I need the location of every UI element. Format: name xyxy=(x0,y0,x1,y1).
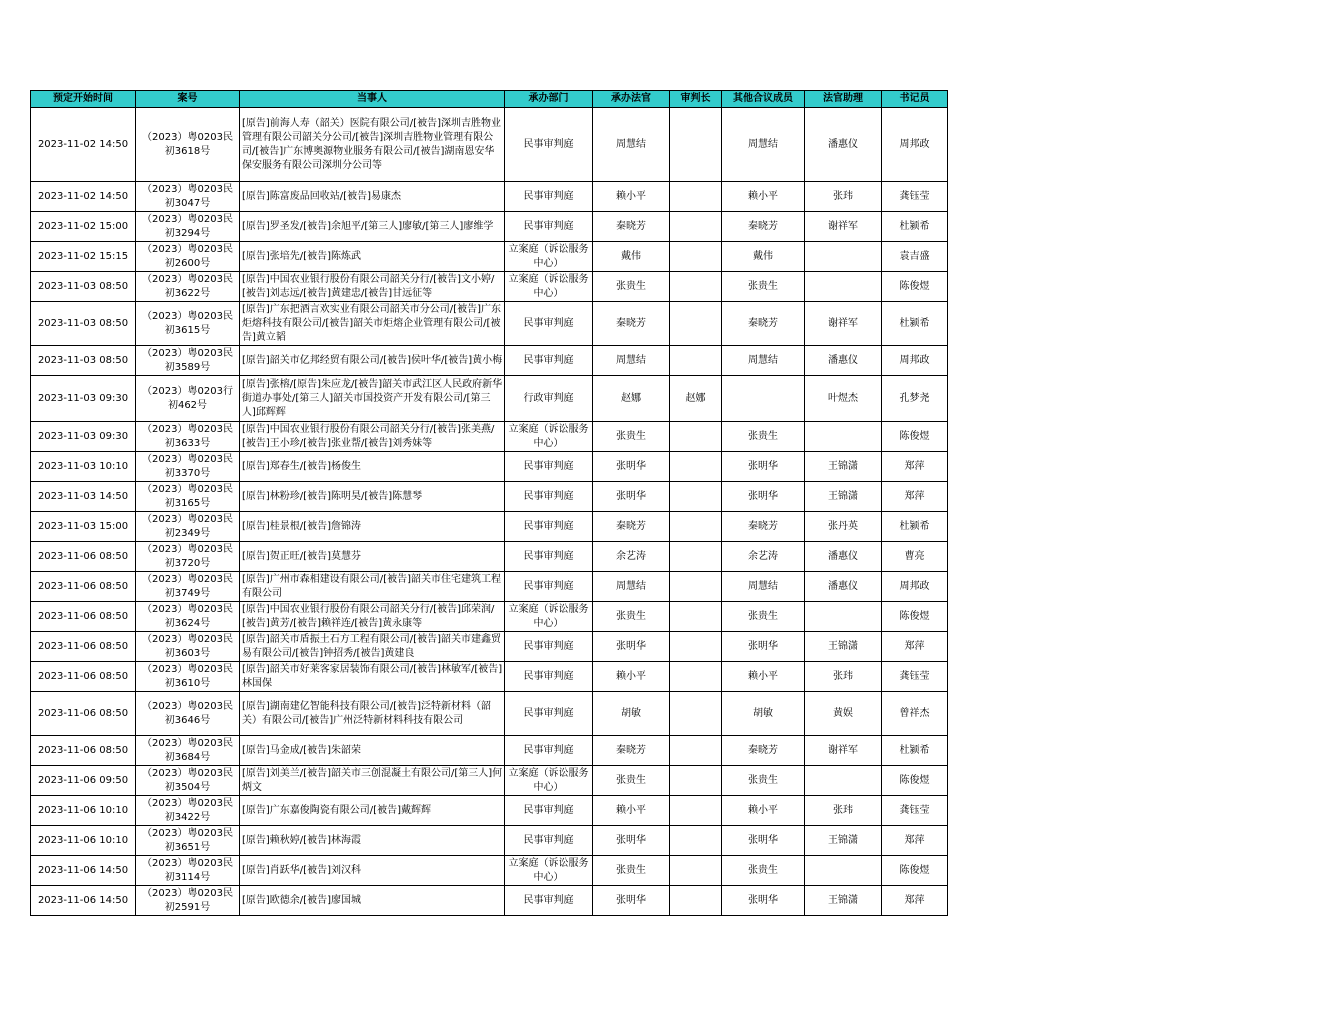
panel-members-cell: 周慧结 xyxy=(722,108,805,182)
time-cell: 2023-11-02 14:50 xyxy=(31,108,136,182)
clerk-cell: 郑萍 xyxy=(882,886,948,916)
time-cell: 2023-11-06 08:50 xyxy=(31,662,136,692)
clerk-cell: 杜颍希 xyxy=(882,302,948,346)
judge-assistant-cell: 潘惠仪 xyxy=(805,346,882,376)
panel-members-cell xyxy=(722,376,805,422)
case-number-cell: （2023）粤0203民初3114号 xyxy=(136,856,240,886)
parties-cell: [原告]赖秋婷/[被告]林海霞 xyxy=(240,826,505,856)
case-number-cell: （2023）粤0203民初3720号 xyxy=(136,542,240,572)
clerk-cell: 孔梦尧 xyxy=(882,376,948,422)
judge-cell: 张贵生 xyxy=(593,272,670,302)
parties-cell: [原告]韶关市盾振土石方工程有限公司/[被告]韶关市建鑫贸易有限公司/[被告]钟招秀/[被告]黄建良 xyxy=(240,632,505,662)
table-row xyxy=(31,542,948,572)
case-number-cell: （2023）粤0203民初3633号 xyxy=(136,422,240,452)
table-row xyxy=(31,662,948,692)
case-number-cell: （2023）粤0203民初3684号 xyxy=(136,736,240,766)
case-number-cell: （2023）粤0203民初3589号 xyxy=(136,346,240,376)
presiding-judge-cell xyxy=(670,242,722,272)
case-number-cell: （2023）粤0203民初3622号 xyxy=(136,272,240,302)
clerk-cell: 袁吉盛 xyxy=(882,242,948,272)
judge-assistant-cell: 王锦潇 xyxy=(805,886,882,916)
clerk-cell: 郑萍 xyxy=(882,632,948,662)
presiding-judge-cell xyxy=(670,856,722,886)
time-cell: 2023-11-02 14:50 xyxy=(31,182,136,212)
parties-cell: [原告]肖跃华/[被告]刘汉科 xyxy=(240,856,505,886)
panel-members-cell: 张明华 xyxy=(722,886,805,916)
judge-cell: 赖小平 xyxy=(593,182,670,212)
panel-members-cell: 张贵生 xyxy=(722,602,805,632)
department-cell: 民事审判庭 xyxy=(505,212,593,242)
judge-assistant-cell: 谢祥军 xyxy=(805,736,882,766)
header-clerk: 书记员 xyxy=(882,91,948,108)
panel-members-cell: 秦晓芳 xyxy=(722,302,805,346)
parties-cell: [原告]中国农业银行股份有限公司韶关分行/[被告]文小婷/[被告]刘志远/[被告]黄建忠/[被告]甘远征等 xyxy=(240,272,505,302)
panel-members-cell: 赖小平 xyxy=(722,796,805,826)
panel-members-cell: 张贵生 xyxy=(722,856,805,886)
time-cell: 2023-11-03 08:50 xyxy=(31,346,136,376)
parties-cell: [原告]张培先/[被告]陈炼武 xyxy=(240,242,505,272)
judge-assistant-cell: 张玮 xyxy=(805,796,882,826)
presiding-judge-cell xyxy=(670,632,722,662)
judge-cell: 张贵生 xyxy=(593,766,670,796)
department-cell: 立案庭（诉讼服务中心） xyxy=(505,242,593,272)
parties-cell: [原告]前海人寿（韶关）医院有限公司/[被告]深圳吉胜物业管理有限公司韶关分公司/[被告]深圳吉胜物业管理有限公司/[被告]广东博奥源物业服务有限公司/[被告]湖南恩安华保安服务有限公司深圳分公司等 xyxy=(240,108,505,182)
clerk-cell: 郑萍 xyxy=(882,482,948,512)
department-cell: 立案庭（诉讼服务中心） xyxy=(505,422,593,452)
parties-cell: [原告]中国农业银行股份有限公司韶关分行/[被告]张美燕/[被告]王小珍/[被告]张业帮/[被告]刘秀妹等 xyxy=(240,422,505,452)
time-cell: 2023-11-06 14:50 xyxy=(31,856,136,886)
judge-cell: 张明华 xyxy=(593,482,670,512)
judge-assistant-cell xyxy=(805,766,882,796)
table-row xyxy=(31,482,948,512)
clerk-cell: 周邦政 xyxy=(882,572,948,602)
case-number-cell: （2023）粤0203民初2600号 xyxy=(136,242,240,272)
judge-cell: 赖小平 xyxy=(593,662,670,692)
time-cell: 2023-11-03 09:30 xyxy=(31,422,136,452)
judge-cell: 张明华 xyxy=(593,826,670,856)
judge-assistant-cell xyxy=(805,242,882,272)
table-row xyxy=(31,346,948,376)
judge-assistant-cell: 潘惠仪 xyxy=(805,572,882,602)
table-body xyxy=(31,108,948,916)
parties-cell: [原告]广东把酒言欢实业有限公司韶关市分公司/[被告]广东炬熔科技有限公司/[被告]韶关市炬熔企业管理有限公司/[被告]黄立韬 xyxy=(240,302,505,346)
judge-assistant-cell: 王锦潇 xyxy=(805,826,882,856)
table-header-row xyxy=(31,91,948,108)
time-cell: 2023-11-06 08:50 xyxy=(31,572,136,602)
judge-cell: 张贵生 xyxy=(593,602,670,632)
time-cell: 2023-11-03 14:50 xyxy=(31,482,136,512)
table-row xyxy=(31,766,948,796)
department-cell: 民事审判庭 xyxy=(505,826,593,856)
panel-members-cell: 余艺涛 xyxy=(722,542,805,572)
clerk-cell: 周邦政 xyxy=(882,108,948,182)
judge-cell: 赵娜 xyxy=(593,376,670,422)
judge-cell: 秦晓芳 xyxy=(593,212,670,242)
time-cell: 2023-11-03 09:30 xyxy=(31,376,136,422)
clerk-cell: 龚钰莹 xyxy=(882,662,948,692)
panel-members-cell: 戴伟 xyxy=(722,242,805,272)
presiding-judge-cell xyxy=(670,512,722,542)
judge-assistant-cell: 王锦潇 xyxy=(805,452,882,482)
table-row xyxy=(31,422,948,452)
department-cell: 民事审判庭 xyxy=(505,302,593,346)
parties-cell: [原告]中国农业银行股份有限公司韶关分行/[被告]邱荣润/[被告]黄芳/[被告]赖祥连/[被告]黄永康等 xyxy=(240,602,505,632)
parties-cell: [原告]桂景根/[被告]詹锦涛 xyxy=(240,512,505,542)
table-row xyxy=(31,826,948,856)
department-cell: 民事审判庭 xyxy=(505,452,593,482)
parties-cell: [原告]刘美兰/[被告]韶关市三创混凝土有限公司/[第三人]何炳文 xyxy=(240,766,505,796)
case-number-cell: （2023）粤0203行初462号 xyxy=(136,376,240,422)
clerk-cell: 陈俊煜 xyxy=(882,272,948,302)
case-number-cell: （2023）粤0203民初3370号 xyxy=(136,452,240,482)
table-row xyxy=(31,212,948,242)
time-cell: 2023-11-06 10:10 xyxy=(31,826,136,856)
parties-cell: [原告]广州市森相建设有限公司/[被告]韶关市住宅建筑工程有限公司 xyxy=(240,572,505,602)
panel-members-cell: 周慧结 xyxy=(722,346,805,376)
table-row xyxy=(31,182,948,212)
table-row xyxy=(31,856,948,886)
presiding-judge-cell xyxy=(670,796,722,826)
panel-members-cell: 张贵生 xyxy=(722,766,805,796)
clerk-cell: 陈俊煜 xyxy=(882,422,948,452)
judge-cell: 张贵生 xyxy=(593,856,670,886)
presiding-judge-cell xyxy=(670,346,722,376)
clerk-cell: 郑萍 xyxy=(882,826,948,856)
presiding-judge-cell xyxy=(670,572,722,602)
department-cell: 民事审判庭 xyxy=(505,182,593,212)
parties-cell: [原告]郑春生/[被告]杨俊生 xyxy=(240,452,505,482)
presiding-judge-cell xyxy=(670,108,722,182)
department-cell: 民事审判庭 xyxy=(505,632,593,662)
table-row xyxy=(31,692,948,736)
presiding-judge-cell: 赵娜 xyxy=(670,376,722,422)
judge-cell: 张明华 xyxy=(593,452,670,482)
judge-cell: 秦晓芳 xyxy=(593,302,670,346)
presiding-judge-cell xyxy=(670,736,722,766)
department-cell: 民事审判庭 xyxy=(505,542,593,572)
department-cell: 行政审判庭 xyxy=(505,376,593,422)
time-cell: 2023-11-06 08:50 xyxy=(31,632,136,662)
presiding-judge-cell xyxy=(670,452,722,482)
table-row xyxy=(31,452,948,482)
judge-cell: 周慧结 xyxy=(593,346,670,376)
case-number-cell: （2023）粤0203民初3610号 xyxy=(136,662,240,692)
department-cell: 民事审判庭 xyxy=(505,692,593,736)
judge-assistant-cell: 王锦潇 xyxy=(805,632,882,662)
table-row xyxy=(31,108,948,182)
judge-assistant-cell xyxy=(805,272,882,302)
presiding-judge-cell xyxy=(670,602,722,632)
clerk-cell: 龚钰莹 xyxy=(882,796,948,826)
presiding-judge-cell xyxy=(670,272,722,302)
panel-members-cell: 胡敏 xyxy=(722,692,805,736)
presiding-judge-cell xyxy=(670,302,722,346)
case-number-cell: （2023）粤0203民初3422号 xyxy=(136,796,240,826)
header-case-number: 案号 xyxy=(136,91,240,108)
department-cell: 民事审判庭 xyxy=(505,886,593,916)
parties-cell: [原告]罗圣发/[被告]余旭平/[第三人]廖敏/[第三人]廖维学 xyxy=(240,212,505,242)
panel-members-cell: 张贵生 xyxy=(722,422,805,452)
table-row xyxy=(31,302,948,346)
department-cell: 民事审判庭 xyxy=(505,736,593,766)
presiding-judge-cell xyxy=(670,826,722,856)
case-number-cell: （2023）粤0203民初3646号 xyxy=(136,692,240,736)
header-judge-assistant: 法官助理 xyxy=(805,91,882,108)
panel-members-cell: 赖小平 xyxy=(722,182,805,212)
department-cell: 民事审判庭 xyxy=(505,482,593,512)
panel-members-cell: 秦晓芳 xyxy=(722,212,805,242)
presiding-judge-cell xyxy=(670,692,722,736)
table-row xyxy=(31,796,948,826)
judge-assistant-cell: 谢祥军 xyxy=(805,302,882,346)
judge-cell: 赖小平 xyxy=(593,796,670,826)
case-number-cell: （2023）粤0203民初3294号 xyxy=(136,212,240,242)
presiding-judge-cell xyxy=(670,482,722,512)
table-row xyxy=(31,272,948,302)
panel-members-cell: 张明华 xyxy=(722,452,805,482)
judge-cell: 张明华 xyxy=(593,886,670,916)
time-cell: 2023-11-02 15:00 xyxy=(31,212,136,242)
panel-members-cell: 张贵生 xyxy=(722,272,805,302)
time-cell: 2023-11-03 10:10 xyxy=(31,452,136,482)
clerk-cell: 陈俊煜 xyxy=(882,856,948,886)
case-number-cell: （2023）粤0203民初3603号 xyxy=(136,632,240,662)
judge-cell: 周慧结 xyxy=(593,572,670,602)
table-row xyxy=(31,736,948,766)
parties-cell: [原告]张榕/[原告]朱应龙/[被告]韶关市武江区人民政府新华街道办事处/[第三人]韶关市国投资产开发有限公司/[第三人]邱辉辉 xyxy=(240,376,505,422)
clerk-cell: 陈俊煜 xyxy=(882,766,948,796)
case-number-cell: （2023）粤0203民初2349号 xyxy=(136,512,240,542)
hearing-schedule-table xyxy=(30,90,948,916)
presiding-judge-cell xyxy=(670,662,722,692)
judge-cell: 戴伟 xyxy=(593,242,670,272)
panel-members-cell: 张明华 xyxy=(722,482,805,512)
parties-cell: [原告]欧德余/[被告]廖国城 xyxy=(240,886,505,916)
time-cell: 2023-11-03 15:00 xyxy=(31,512,136,542)
time-cell: 2023-11-06 08:50 xyxy=(31,542,136,572)
table-row xyxy=(31,632,948,662)
table-row xyxy=(31,376,948,422)
case-number-cell: （2023）粤0203民初3651号 xyxy=(136,826,240,856)
time-cell: 2023-11-06 08:50 xyxy=(31,692,136,736)
presiding-judge-cell xyxy=(670,766,722,796)
clerk-cell: 周邦政 xyxy=(882,346,948,376)
judge-assistant-cell: 黄娱 xyxy=(805,692,882,736)
panel-members-cell: 秦晓芳 xyxy=(722,512,805,542)
judge-cell: 胡敏 xyxy=(593,692,670,736)
table-row xyxy=(31,602,948,632)
judge-assistant-cell xyxy=(805,422,882,452)
department-cell: 民事审判庭 xyxy=(505,512,593,542)
clerk-cell: 曹亮 xyxy=(882,542,948,572)
judge-cell: 周慧结 xyxy=(593,108,670,182)
judge-assistant-cell: 张丹英 xyxy=(805,512,882,542)
parties-cell: [原告]陈富废品回收站/[被告]易康杰 xyxy=(240,182,505,212)
department-cell: 立案庭（诉讼服务中心） xyxy=(505,602,593,632)
department-cell: 立案庭（诉讼服务中心） xyxy=(505,766,593,796)
time-cell: 2023-11-06 08:50 xyxy=(31,602,136,632)
judge-cell: 余艺涛 xyxy=(593,542,670,572)
clerk-cell: 杜颍希 xyxy=(882,512,948,542)
table-row xyxy=(31,572,948,602)
time-cell: 2023-11-02 15:15 xyxy=(31,242,136,272)
case-number-cell: （2023）粤0203民初3047号 xyxy=(136,182,240,212)
presiding-judge-cell xyxy=(670,422,722,452)
clerk-cell: 龚钰莹 xyxy=(882,182,948,212)
judge-assistant-cell: 王锦潇 xyxy=(805,482,882,512)
clerk-cell: 陈俊煜 xyxy=(882,602,948,632)
panel-members-cell: 张明华 xyxy=(722,826,805,856)
judge-assistant-cell: 张玮 xyxy=(805,182,882,212)
time-cell: 2023-11-06 09:50 xyxy=(31,766,136,796)
parties-cell: [原告]韶关市好莱客家居装饰有限公司/[被告]林敏军/[被告]林国保 xyxy=(240,662,505,692)
table-row xyxy=(31,886,948,916)
department-cell: 民事审判庭 xyxy=(505,108,593,182)
judge-assistant-cell: 潘惠仪 xyxy=(805,108,882,182)
department-cell: 民事审判庭 xyxy=(505,796,593,826)
parties-cell: [原告]湖南建亿智能科技有限公司/[被告]泛特新材料（韶关）有限公司/[被告]广州泛特新材料科技有限公司 xyxy=(240,692,505,736)
parties-cell: [原告]林粉珍/[被告]陈明昊/[被告]陈慧琴 xyxy=(240,482,505,512)
judge-assistant-cell: 潘惠仪 xyxy=(805,542,882,572)
judge-cell: 秦晓芳 xyxy=(593,512,670,542)
judge-assistant-cell: 叶煜杰 xyxy=(805,376,882,422)
header-presiding-judge: 审判长 xyxy=(670,91,722,108)
time-cell: 2023-11-06 10:10 xyxy=(31,796,136,826)
judge-cell: 张贵生 xyxy=(593,422,670,452)
case-number-cell: （2023）粤0203民初3615号 xyxy=(136,302,240,346)
presiding-judge-cell xyxy=(670,182,722,212)
parties-cell: [原告]韶关市亿邦经贸有限公司/[被告]侯叶华/[被告]黄小梅 xyxy=(240,346,505,376)
header-parties: 当事人 xyxy=(240,91,505,108)
department-cell: 立案庭（诉讼服务中心） xyxy=(505,272,593,302)
time-cell: 2023-11-03 08:50 xyxy=(31,272,136,302)
department-cell: 立案庭（诉讼服务中心） xyxy=(505,856,593,886)
time-cell: 2023-11-06 14:50 xyxy=(31,886,136,916)
department-cell: 民事审判庭 xyxy=(505,572,593,602)
clerk-cell: 杜颍希 xyxy=(882,736,948,766)
clerk-cell: 杜颍希 xyxy=(882,212,948,242)
department-cell: 民事审判庭 xyxy=(505,346,593,376)
panel-members-cell: 秦晓芳 xyxy=(722,736,805,766)
presiding-judge-cell xyxy=(670,212,722,242)
judge-cell: 张明华 xyxy=(593,632,670,662)
time-cell: 2023-11-03 08:50 xyxy=(31,302,136,346)
header-panel-members: 其他合议成员 xyxy=(722,91,805,108)
header-start-time: 预定开始时间 xyxy=(31,91,136,108)
clerk-cell: 郑萍 xyxy=(882,452,948,482)
header-department: 承办部门 xyxy=(505,91,593,108)
case-number-cell: （2023）粤0203民初2591号 xyxy=(136,886,240,916)
time-cell: 2023-11-06 08:50 xyxy=(31,736,136,766)
judge-assistant-cell xyxy=(805,856,882,886)
case-number-cell: （2023）粤0203民初3504号 xyxy=(136,766,240,796)
panel-members-cell: 周慧结 xyxy=(722,572,805,602)
parties-cell: [原告]贺正旺/[被告]莫慧芬 xyxy=(240,542,505,572)
parties-cell: [原告]马金成/[被告]朱韶荣 xyxy=(240,736,505,766)
clerk-cell: 曾祥杰 xyxy=(882,692,948,736)
case-number-cell: （2023）粤0203民初3624号 xyxy=(136,602,240,632)
panel-members-cell: 赖小平 xyxy=(722,662,805,692)
presiding-judge-cell xyxy=(670,886,722,916)
case-number-cell: （2023）粤0203民初3749号 xyxy=(136,572,240,602)
judge-assistant-cell xyxy=(805,602,882,632)
panel-members-cell: 张明华 xyxy=(722,632,805,662)
judge-assistant-cell: 张玮 xyxy=(805,662,882,692)
header-judge: 承办法官 xyxy=(593,91,670,108)
department-cell: 民事审判庭 xyxy=(505,662,593,692)
case-number-cell: （2023）粤0203民初3618号 xyxy=(136,108,240,182)
parties-cell: [原告]广东嘉俊陶瓷有限公司/[被告]戴辉辉 xyxy=(240,796,505,826)
case-number-cell: （2023）粤0203民初3165号 xyxy=(136,482,240,512)
presiding-judge-cell xyxy=(670,542,722,572)
judge-assistant-cell: 谢祥军 xyxy=(805,212,882,242)
table-row xyxy=(31,512,948,542)
judge-cell: 秦晓芳 xyxy=(593,736,670,766)
table-row xyxy=(31,242,948,272)
